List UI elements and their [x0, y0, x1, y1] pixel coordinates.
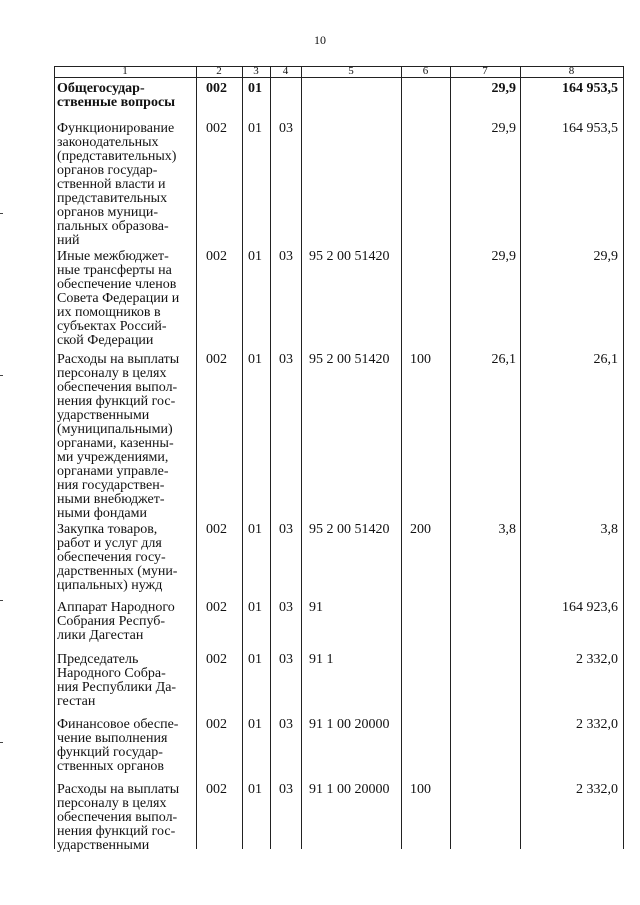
cell-subsection-code: 03: [279, 121, 293, 136]
cell-section-code: 01: [248, 522, 262, 537]
header-col-8: 8: [568, 65, 575, 77]
cell-target-code: 95 2 00 51420: [309, 522, 390, 537]
cell-amount-col8: 26,1: [593, 352, 618, 367]
header-col-5: 5: [348, 65, 354, 77]
cell-amount-col8: 2 332,0: [576, 717, 618, 732]
cell-amount-col8: 2 332,0: [576, 782, 618, 797]
header-bottom-border: [54, 77, 624, 78]
cell-chapter-code: 002: [206, 782, 227, 797]
cell-section-code: 01: [248, 717, 262, 732]
cell-target-code: 91: [309, 600, 323, 615]
cell-subsection-code: 03: [279, 600, 293, 615]
cell-amount-col7: 26,1: [491, 352, 516, 367]
scan-mark: [0, 600, 3, 601]
cell-chapter-code: 002: [206, 121, 227, 136]
cell-section-code: 01: [248, 81, 262, 96]
header-col-7: 7: [482, 65, 488, 77]
cell-section-code: 01: [248, 352, 262, 367]
cell-section-code: 01: [248, 600, 262, 615]
cell-target-code: 91 1 00 20000: [309, 782, 390, 797]
cell-subsection-code: 03: [279, 717, 293, 732]
cell-subsection-code: 03: [279, 782, 293, 797]
cell-chapter-code: 002: [206, 352, 227, 367]
cell-chapter-code: 002: [206, 717, 227, 732]
cell-amount-col7: 29,9: [491, 121, 516, 136]
column-border: [301, 66, 302, 849]
row-description: Расходы на выплаты персоналу в целях обеспечения выпол- нения функций гос- ударственными: [57, 782, 180, 853]
header-col-6: 6: [422, 65, 429, 77]
budget-table: [54, 65, 624, 853]
cell-subsection-code: 03: [279, 249, 293, 264]
cell-chapter-code: 002: [206, 652, 227, 667]
column-border: [520, 66, 521, 849]
cell-chapter-code: 002: [206, 522, 227, 537]
header-col-3: 3: [253, 65, 259, 77]
cell-target-code: 91 1: [309, 652, 334, 667]
cell-chapter-code: 002: [206, 81, 227, 96]
row-description: Функционирование законодательных (представительных) органов государ- ственной власти и представительных органов муници- пальных образова- ний: [57, 121, 177, 248]
scan-mark: [0, 213, 3, 214]
cell-amount-col8: 164 923,6: [562, 600, 618, 615]
cell-section-code: 01: [248, 249, 262, 264]
cell-target-code: 95 2 00 51420: [309, 249, 390, 264]
header-col-1: 1: [122, 65, 128, 77]
row-description: Общегосудар- ственные вопросы: [57, 81, 176, 110]
cell-chapter-code: 002: [206, 600, 227, 615]
cell-amount-col8: 29,9: [593, 249, 618, 264]
column-border: [623, 66, 624, 849]
cell-target-code: 91 1 00 20000: [309, 717, 390, 732]
cell-section-code: 01: [248, 652, 262, 667]
row-description: Иные межбюджет- ные трансферты на обеспечение членов Совета Федерации и их помощников в субъектах Россий- ской Федерации: [57, 249, 180, 348]
row-description: Председатель Народного Собра- ния Республики Да- гестан: [57, 652, 177, 709]
column-border: [450, 66, 451, 849]
scan-mark: [0, 742, 3, 743]
cell-amount-col8: 164 953,5: [562, 81, 618, 96]
cell-amount-col7: 3,8: [498, 522, 516, 537]
cell-amount-col8: 164 953,5: [562, 121, 618, 136]
row-description: Расходы на выплаты персоналу в целях обеспечения выпол- нения функций гос- ударственными (муниципальными) органами, казенны- ми учреждениями, органами управле- ния государствен- ными внебюджет- ными фондами: [57, 352, 180, 521]
cell-amount-col8: 3,8: [600, 522, 618, 537]
cell-subsection-code: 03: [279, 352, 293, 367]
cell-amount-col7: 29,9: [491, 81, 516, 96]
cell-expense-type: 200: [410, 522, 431, 537]
cell-expense-type: 100: [410, 352, 431, 367]
header-col-4: 4: [282, 65, 289, 77]
scan-mark: [0, 375, 3, 376]
column-border: [242, 66, 243, 849]
cell-section-code: 01: [248, 121, 262, 136]
cell-subsection-code: 03: [279, 522, 293, 537]
row-description: Аппарат Народного Собрания Респуб- лики Дагестан: [57, 600, 175, 643]
cell-section-code: 01: [248, 782, 262, 797]
cell-chapter-code: 002: [206, 249, 227, 264]
page-number: 10: [314, 33, 326, 47]
row-description: Финансовое обеспе- чение выполнения функций государ- ственных органов: [57, 717, 179, 774]
row-description: Закупка товаров, работ и услуг для обеспечения госу- дарственных (муни- ципальных) нужд: [57, 522, 178, 593]
cell-subsection-code: 03: [279, 652, 293, 667]
header-col-2: 2: [216, 65, 222, 77]
cell-amount-col7: 29,9: [491, 249, 516, 264]
column-border: [401, 66, 402, 849]
cell-expense-type: 100: [410, 782, 431, 797]
cell-amount-col8: 2 332,0: [576, 652, 618, 667]
column-border: [270, 66, 271, 849]
column-border: [196, 66, 197, 849]
column-border: [54, 66, 55, 849]
cell-target-code: 95 2 00 51420: [309, 352, 390, 367]
